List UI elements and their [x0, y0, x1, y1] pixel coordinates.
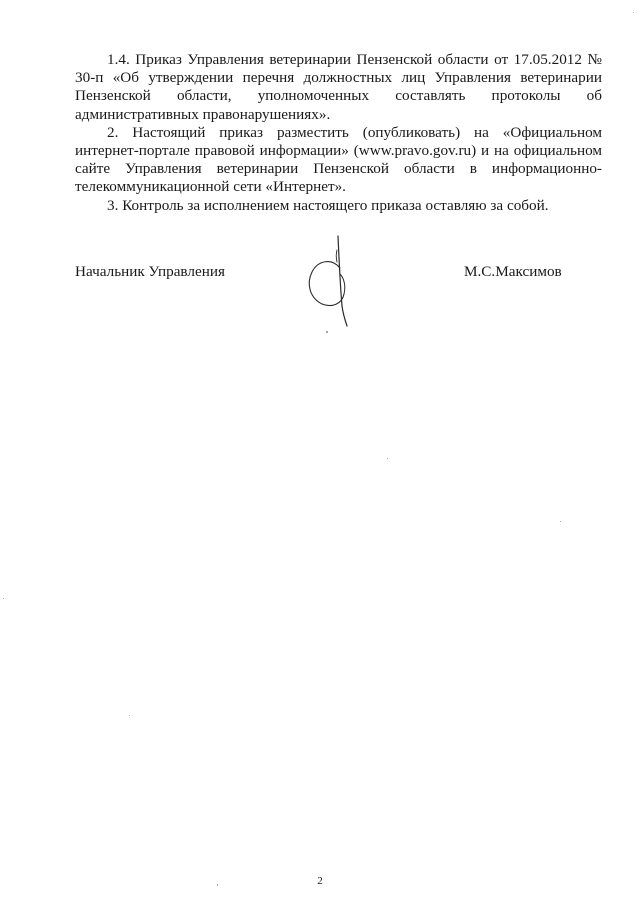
paragraph-3: 3. Контроль за исполнением настоящего приказа оставляю за собой. [107, 196, 549, 214]
scan-speck [3, 598, 4, 599]
scan-speck [326, 331, 328, 333]
scan-speck [633, 12, 634, 13]
scan-speck [129, 715, 130, 716]
handwritten-signature [300, 228, 370, 333]
signatory-title: Начальник Управления [75, 263, 225, 280]
page-number: 2 [317, 875, 323, 887]
scan-speck [217, 884, 218, 886]
scan-speck [560, 521, 561, 522]
order-text [75, 51, 602, 215]
scan-speck [387, 458, 388, 459]
paragraph-2: 2. Настоящий приказ разместить (опубликовать) на «Официальном интернет-портале правовой информации» (www.pravo.gov.ru) и на официальном сайте Управления ветеринарии Пензенской области в информационно-телекоммуникационной сети «Интернет». [75, 123, 602, 196]
paragraph-1-4: 1.4. Приказ Управления ветеринарии Пензенской области от 17.05.2012 № 30-п «Об утверждении перечня должностных лиц Управления ветеринарии Пензенской области, уполномоченных составлять протоколы об административных правонарушениях». [75, 51, 602, 123]
signatory-name: М.С.Максимов [464, 263, 562, 280]
